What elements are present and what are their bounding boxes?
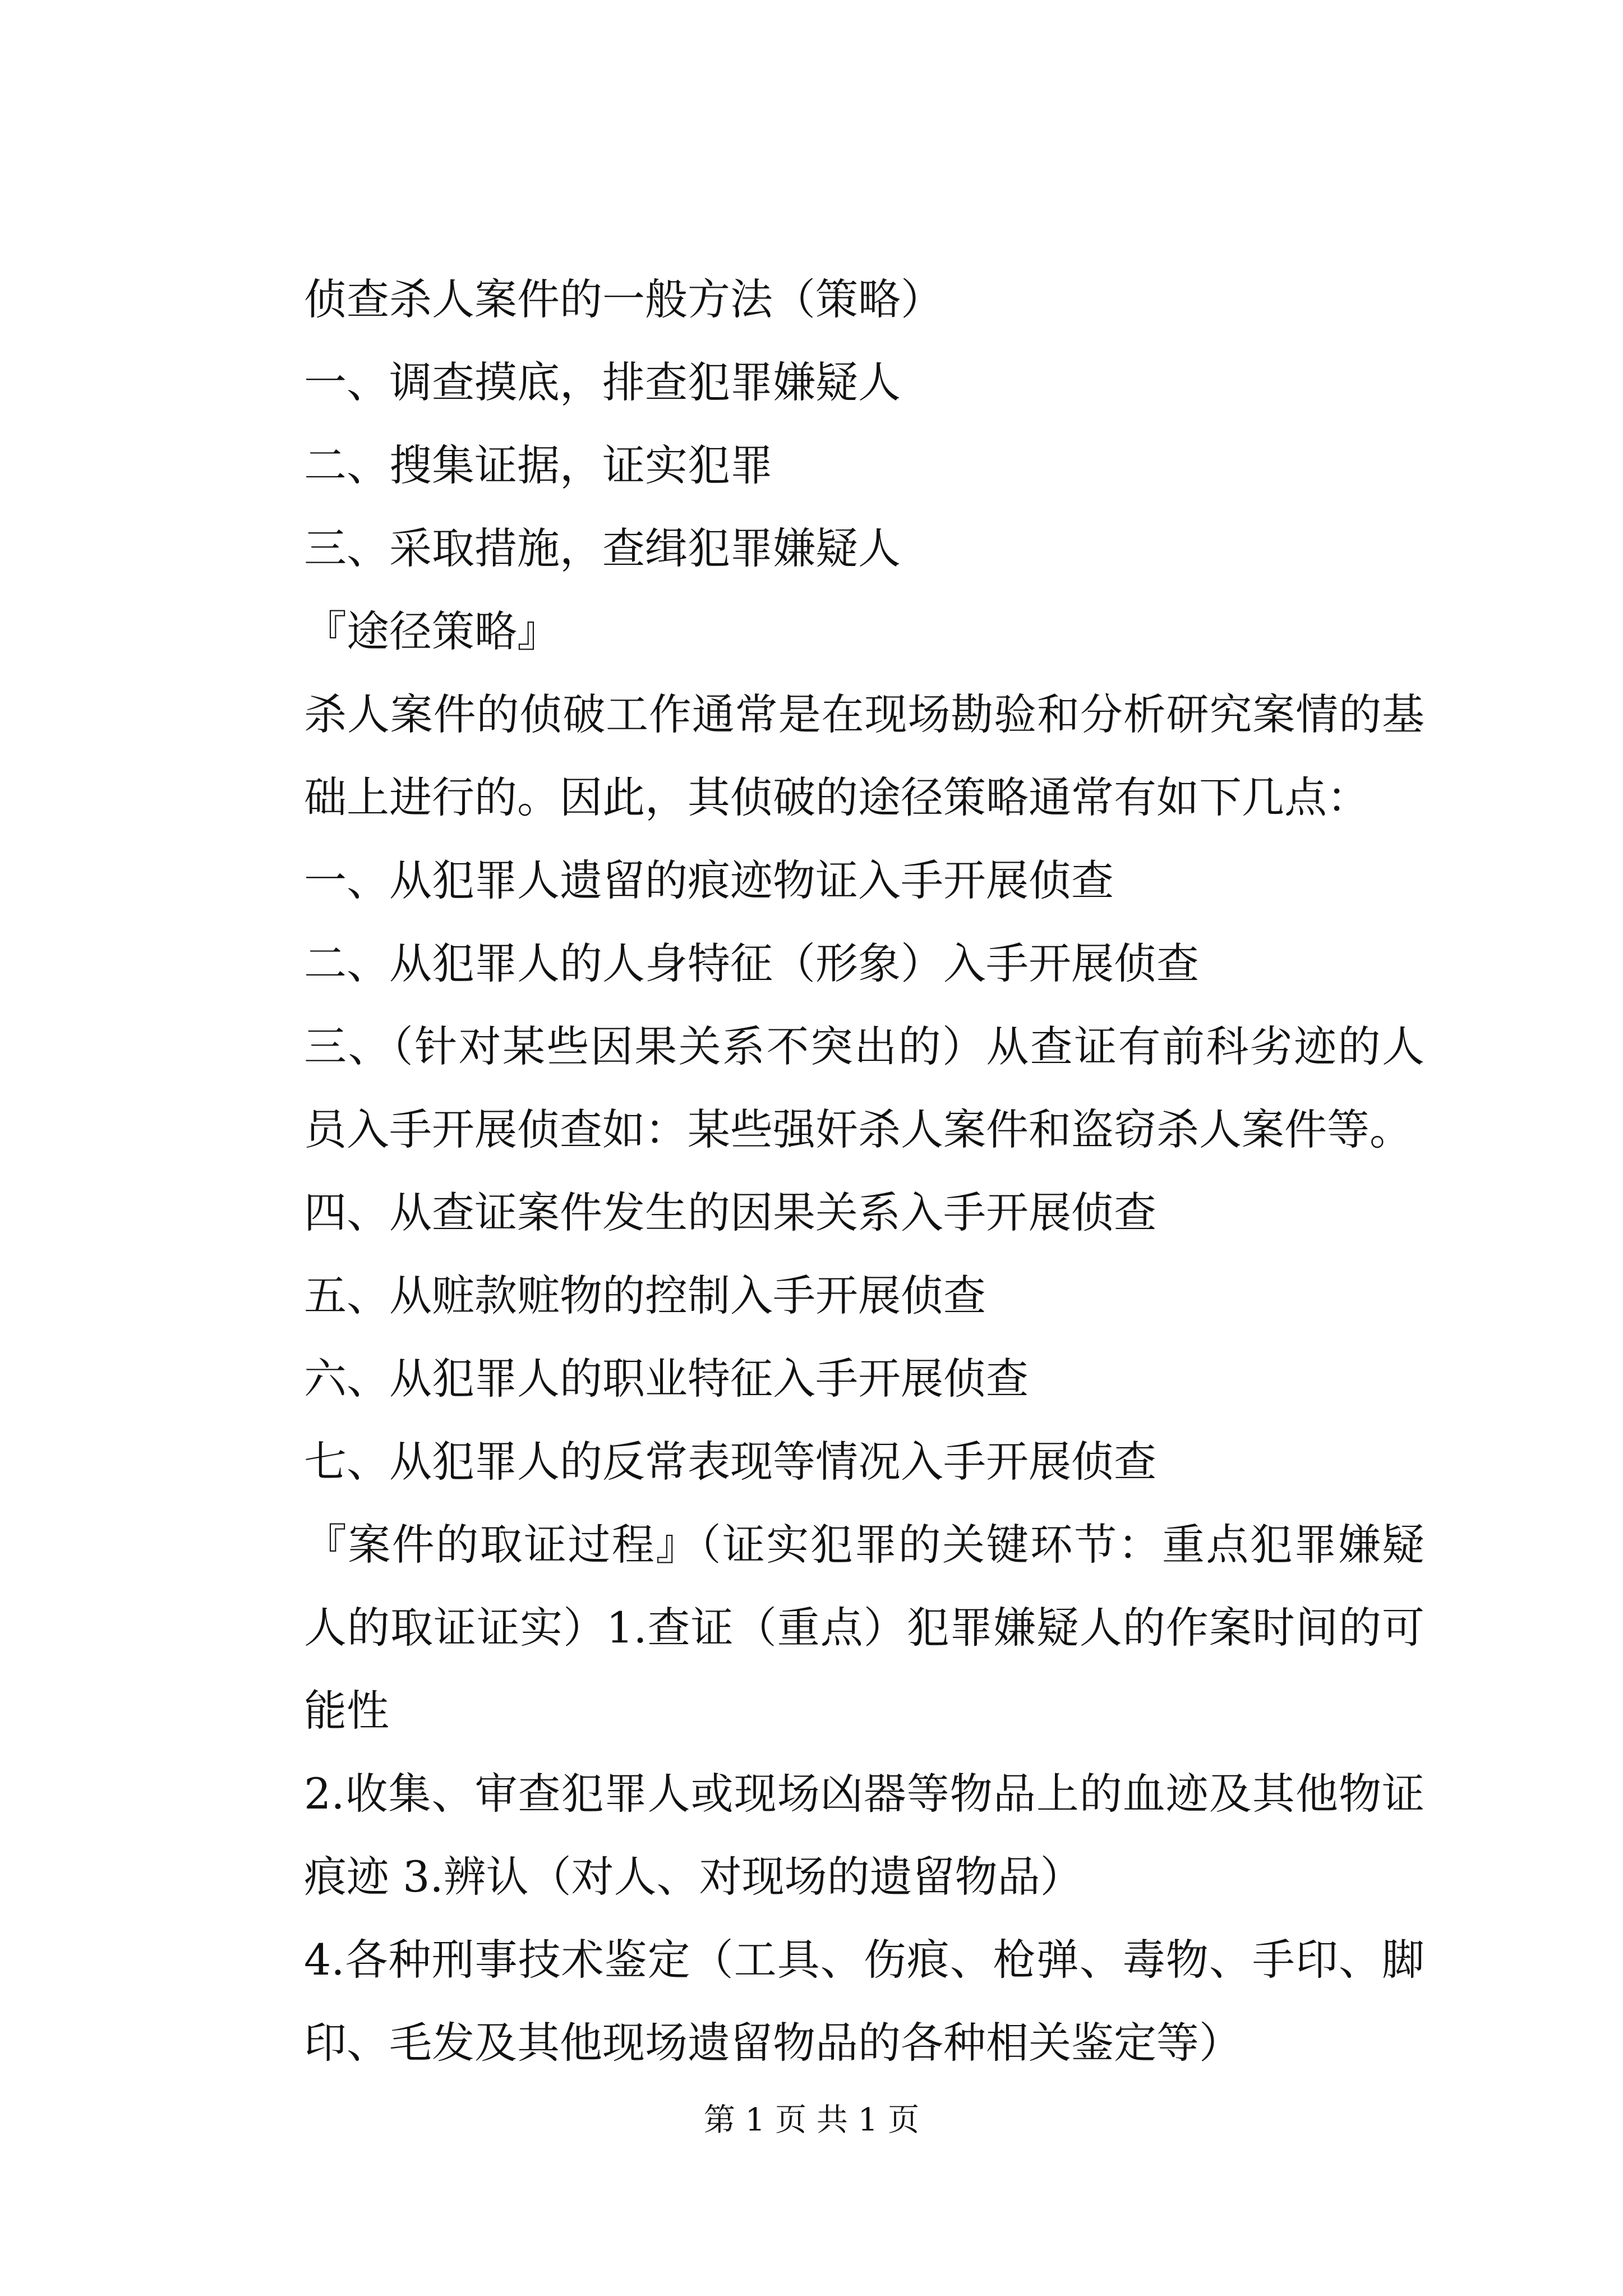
page-footer: 第 1 页 共 1 页: [703, 2102, 920, 2138]
approach-item-5: 五、从赃款赃物的控制入手开展侦查: [304, 1271, 986, 1320]
document-body: [219, 258, 1424, 2085]
evidence-paragraph-2: 2.收集、审查犯罪人或现场凶器等物品上的血迹及其他物证痕迹 3.辨认（对人、对现场的遗留物品）: [304, 1769, 1424, 1902]
approach-item-2: 二、从犯罪人的人身特征（形象）入手开展侦查: [304, 938, 1199, 988]
document-title: 侦查杀人案件的一般方法（策略）: [304, 274, 943, 324]
approach-item-6: 六、从犯罪人的职业特征入手开展侦查: [304, 1354, 1029, 1404]
approach-item-1: 一、从犯罪人遗留的痕迹物证入手开展侦查: [304, 855, 1114, 905]
approach-item-3: 三、（针对某些因果关系不突出的）从查证有前科劣迹的人员入手开展侦查如：某些强奸杀人案件和盗窃杀人案件等。: [304, 1022, 1424, 1154]
approach-item-4: 四、从查证案件发生的因果关系入手开展侦查: [304, 1188, 1156, 1237]
method-item-1: 一、调查摸底，排查犯罪嫌疑人: [304, 357, 901, 407]
approach-intro-paragraph: 杀人案件的侦破工作通常是在现场勘验和分析研究案情的基础上进行的。因此，其侦破的途径策略通常有如下几点：: [304, 689, 1424, 822]
method-item-2: 二、搜集证据，证实犯罪: [304, 440, 773, 490]
approach-item-7: 七、从犯罪人的反常表现等情况入手开展侦查: [304, 1437, 1156, 1487]
method-item-3: 三、采取措施，查缉犯罪嫌疑人: [304, 523, 901, 573]
section-heading-approach: 『途径策略』: [304, 606, 560, 656]
evidence-paragraph-1: 『案件的取证过程』（证实犯罪的关键环节：重点犯罪嫌疑人的取证证实）1.查证（重点）犯罪嫌疑人的作案时间的可能性: [304, 1520, 1424, 1736]
evidence-paragraph-3: 4.各种刑事技术鉴定（工具、伤痕、枪弹、毒物、手印、脚印、毛发及其他现场遗留物品的各种相关鉴定等）: [304, 1935, 1424, 2068]
